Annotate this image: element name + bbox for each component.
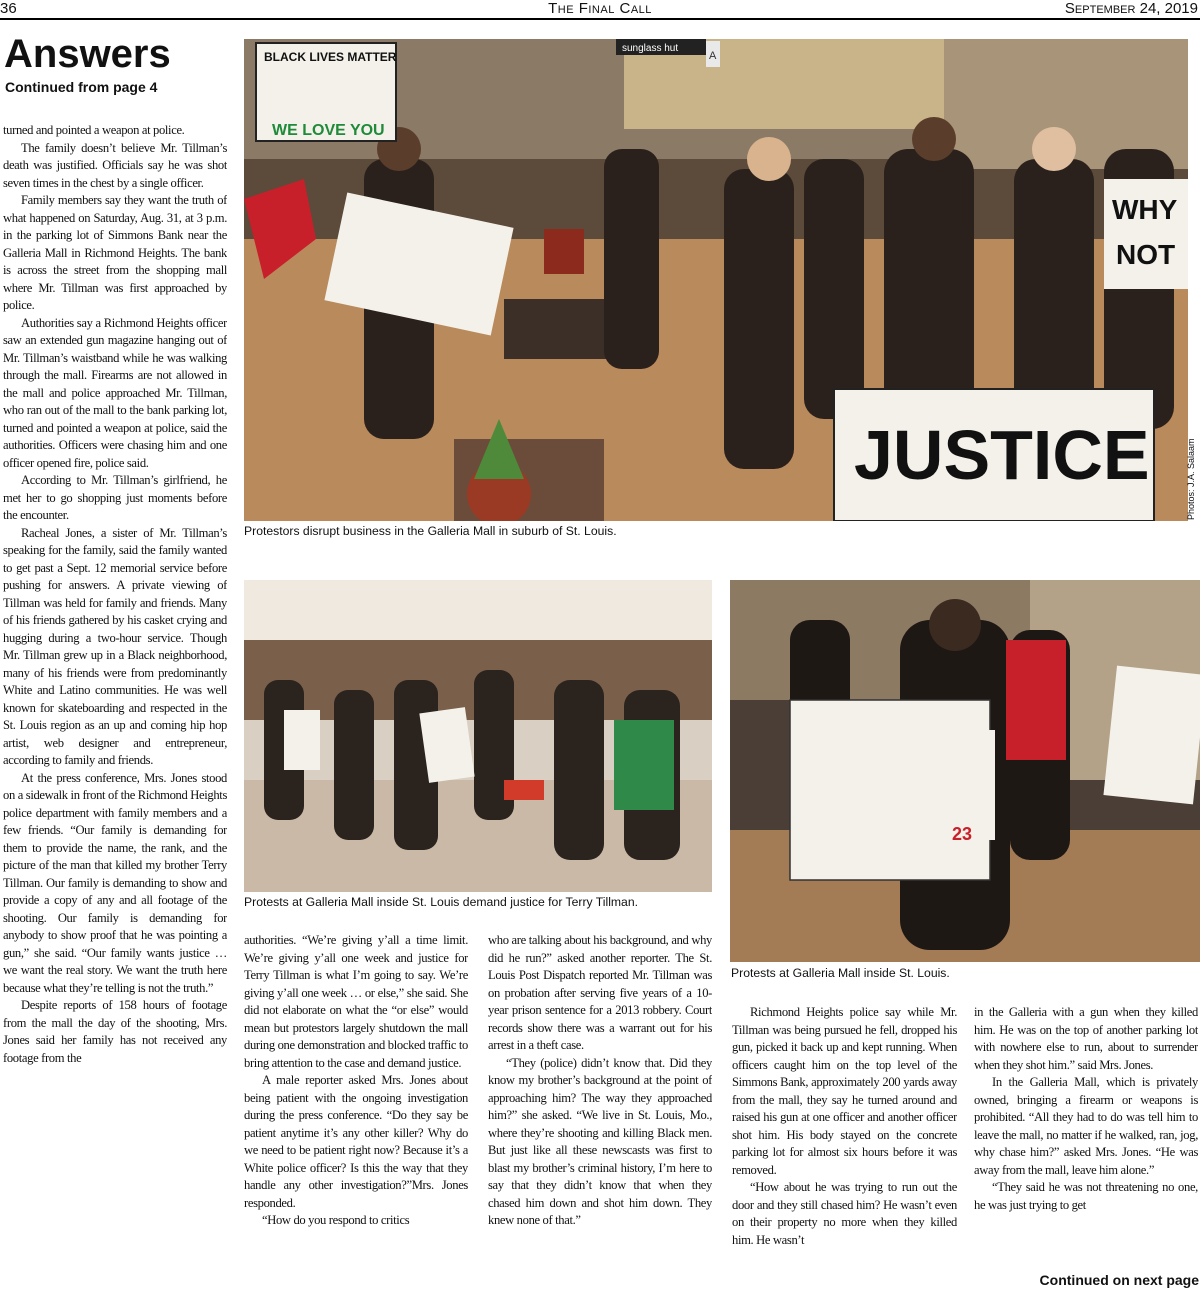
southeast-photo-caption: Protests at Galleria Mall inside St. Louis.	[731, 966, 950, 980]
masthead	[0, 0, 1200, 20]
sign-letter-a: A	[709, 50, 717, 62]
paragraph: Family members say they want the truth of what happened on Saturday, Aug. 31, at 3 p.m. in the parking lot of Simmons Bank near the Galleria Mall in Richmond Heights. The bank is across the street from the shopping mall where Mr. Tillman was first approached by police.	[3, 193, 227, 312]
headline: Answers	[4, 32, 171, 76]
main-photo	[244, 39, 1188, 521]
southwest-photo-image	[244, 580, 712, 892]
paragraph: In the Galleria Mall, which is privately owned, bringing a firearm or weapons is prohibited. “All they had to do was tell him to leave the mall, no matter if he walked, ran, jog, why chase him?” asked Mrs. Jones. “He was away from the mall, leave him alone.”	[974, 1075, 1198, 1177]
paragraph: A male reporter asked Mrs. Jones about being patient with the ongoing investigation during the press conference. “Do they say be patient anytime it’s any other killer? Why do we need to be patient right now? Because it’s a White police officer? Is this the way that they handle any other investigation?”Mrs. Jones responded.	[244, 1073, 468, 1210]
southwest-photo-caption: Protests at Galleria Mall inside St. Louis demand justice for Terry Tillman.	[244, 895, 638, 909]
main-photo-caption: Protestors disrupt business in the Galleria Mall in suburb of St. Louis.	[244, 524, 617, 538]
paragraph: Authorities say a Richmond Heights officer saw an extended gun magazine hanging out of Mr. Tillman’s waistband while he was walking through the mall. Firearms are not allowed in the mall and police approached Mr. Tillman, who ran out of the mall to the bank parking lot, turned and pointed a weapon at police, said the authorities. Officers were chasing him and one officer opened fire, police said.	[3, 315, 227, 470]
issue-date: September 24, 2019	[1064, 0, 1198, 17]
paragraph: Richmond Heights police say while Mr. Tillman was being pursued he fell, dropped his gun, picked it back up and kept running. When officers caught him on the top level of the Simmons Bank, approximately 200 yards away from the mall, they say he turned around and raised his gun at one officer and another officer shot him. His body stayed on the concrete parking lot for almost six hours before it was removed.	[732, 1005, 957, 1177]
poster-number: 23	[952, 824, 973, 844]
article-column-2	[244, 932, 468, 1294]
article-column-3	[488, 932, 712, 1294]
paragraph: authorities. “We’re giving y’all a time limit. We’re giving y’all one week and justice for Terry Tillman is what I’m going to say. We’re giving y’all one week … or else,” she said. She did not elaborate on what the “or else” would mean but protestors largely shutdown the mall during one demonstration and blocked traffic to bring attention to the case and demand justice.	[244, 933, 468, 1070]
paragraph: “How about he was trying to run out the door and they still chased him? He wasn’t even on their property no more when they killed him. He wasn’t	[732, 1180, 957, 1247]
southwest-photo	[244, 580, 712, 892]
sign-black-lives: BLACK LIVES MATTER	[264, 50, 397, 64]
paragraph: who are talking about his background, and why did he run?” asked another reporter. The St. Louis Post Dispatch reported Mr. Tillman was on probation after serving five years of a 10-year prison sentence for a 2013 robbery. Court records show there was a warrant out for his arrest in a theft case.	[488, 933, 712, 1052]
paragraph: “They (police) didn’t know that. Did they know my brother’s background at the point of approaching him? The way they approached him?” she asked. “We live in St. Louis, Mo., where they’re shooting and killing Black men. But just like all these newscasts was first to blast my brother’s criminal history, I’m here to say that they didn’t know that when they chased him down and shot him down. They knew none of that.”	[488, 1055, 712, 1227]
paragraph: “They said he was not threatening no one, he was just trying to get	[974, 1180, 1198, 1212]
paragraph: At the press conference, Mrs. Jones stood on a sidewalk in front of the Richmond Heights police department with family members and a few friends. “Our family is demanding for them to provide the name, the rank, and the picture of the man that killed my brother Terry Tillman. Our family is demanding to show and provide a copy of any and all footage of the shooting. Our family is demanding for anybody to show proof that he was pointing a gun,” she said. “Our family wants justice … we want the real story. We want the truth here because what they’re telling is not the truth.”	[3, 770, 227, 995]
photo-credit: Photos: J.A. Salaam	[1186, 438, 1196, 520]
sign-not: NOT	[1116, 239, 1176, 270]
article-column-5	[974, 1004, 1198, 1274]
article-column-4	[732, 1004, 957, 1294]
southeast-photo-image	[730, 580, 1200, 962]
jump-to-label: Continued on next page	[1039, 1272, 1199, 1288]
paper-name: The Final Call	[548, 0, 652, 17]
paragraph: The family doesn’t believe Mr. Tillman’s death was justified. Officials say he was shot seven times in the chest by a single officer.	[3, 140, 227, 190]
paragraph: turned and pointed a weapon at police.	[3, 123, 185, 137]
sign-we-love: WE LOVE YOU	[272, 122, 385, 139]
paragraph: Racheal Jones, a sister of Mr. Tillman’s speaking for the family, said the family wanted to get past a Sept. 12 memorial service before pushing for answers. A private viewing of Tillman was held for family and friends. Many of his friends gathered by his casket crying and hugging during a two-hour service. Though Mr. Tillman grew up in a Black neighborhood, many of his friends were from predominantly White and Latino communities. He was well known for skateboarding and respected in the St. Louis region as an up and coming hip hop artist, web designer and entrepreneur, according to family and friends.	[3, 525, 227, 767]
sign-why: WHY	[1112, 194, 1178, 225]
paragraph: Despite reports of 158 hours of footage from the mall the day of the shooting, Mrs. Jones said her family has not received any footage from the	[3, 998, 227, 1065]
sign-justice: JUSTICE	[854, 416, 1150, 494]
jump-from-label: Continued from page 4	[5, 79, 158, 95]
southeast-photo	[730, 580, 1200, 962]
paragraph: “How do you respond to critics	[262, 1213, 410, 1227]
paragraph: According to Mr. Tillman’s girlfriend, he met her to go shopping just moments before the encounter.	[3, 473, 227, 522]
article-column-1	[3, 122, 227, 1294]
store-sign: sunglass hut	[622, 43, 679, 54]
main-photo-image	[244, 39, 1188, 521]
paragraph: in the Galleria with a gun when they killed him. He was on the top of another parking lot with nowhere else to run, about to surrender when they shot him.” said Mrs. Jones.	[974, 1005, 1198, 1072]
page-number: 36	[0, 0, 17, 17]
